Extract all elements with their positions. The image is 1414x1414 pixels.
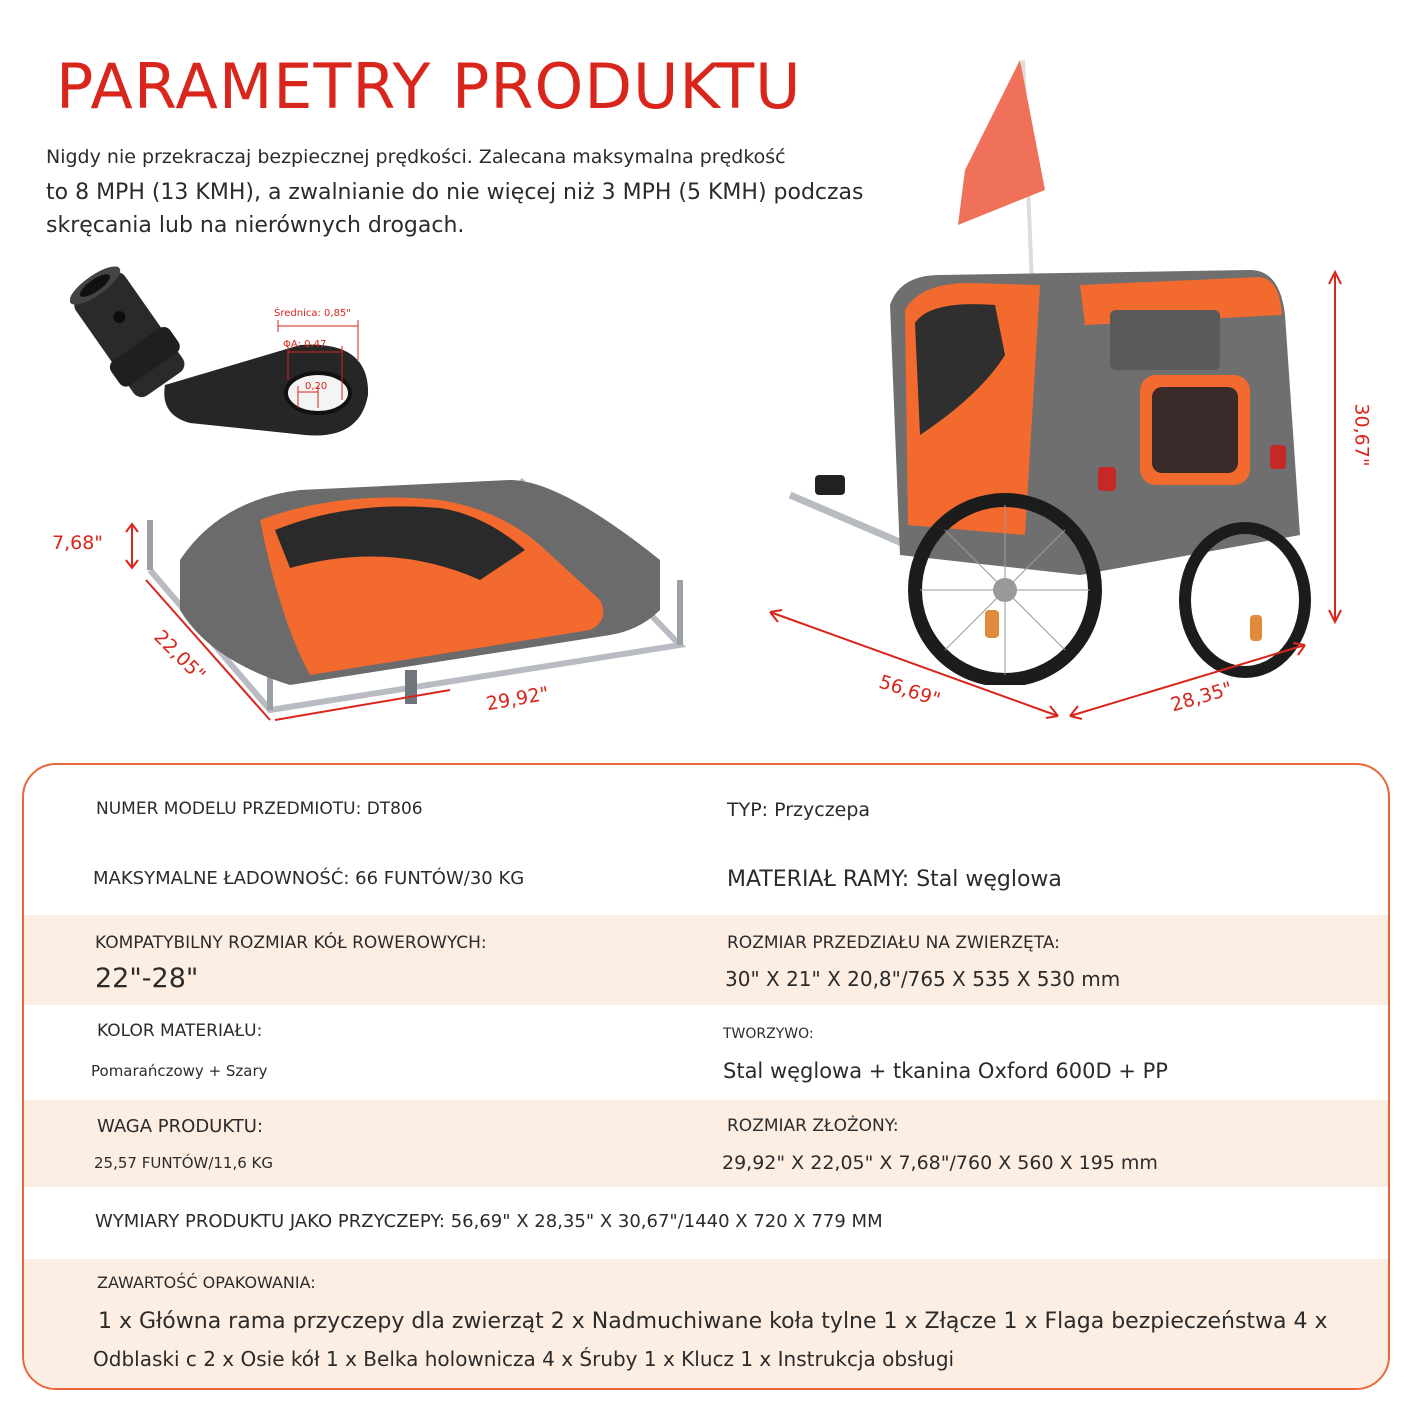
package-contents-label: ZAWARTOŚĆ OPAKOWANIA: [97,1273,316,1292]
hitch-diameter-label: Średnica: 0,85" [274,308,351,319]
safety-note [46,146,896,242]
hitch-phi-a-label: ΦA: 0,47 [283,339,327,350]
folded-depth-label: 22,05" [149,625,210,687]
pet-compartment-value: 30" X 21" X 20,8"/765 X 535 X 530 mm [725,967,1121,991]
safety-note-line-2: to 8 MPH (13 KMH), a zwalnianie do nie więcej niż 3 MPH (5 KMH) podczas [46,180,864,205]
spec-row [24,915,1388,1005]
spec-row [24,1100,1388,1187]
spec-table [22,763,1390,1390]
assembled-length-label: 56,69" [876,670,943,712]
weight-label: WAGA PRODUKTU: [97,1116,263,1137]
hitch-inner-label: 0,20 [305,381,328,392]
package-contents-line-2: Odblaski c 2 x Osie kół 1 x Belka holownicza 4 x Śruby 1 x Klucz 1 x Instrukcja obsługi [93,1347,955,1371]
fabric-color-value: Pomarańczowy + Szary [91,1062,268,1080]
assembled-height-label: 30,67" [1350,403,1373,467]
wheel-size-label: KOMPATYBILNY ROZMIAR KÓŁ ROWEROWYCH: [95,933,487,953]
pet-compartment-label: ROZMIAR PRZEDZIAŁU NA ZWIERZĘTA: [727,933,1060,953]
package-contents-line-1: 1 x Główna rama przyczepy dla zwierząt 2 x Nadmuchiwane koła tylne 1 x Złącze 1 x Flaga bezpieczeństwa 4 x [98,1309,1328,1334]
frame-material: MATERIAŁ RAMY: Stal węglowa [727,867,1062,892]
assembled-dimension-arrows [760,260,1360,730]
folded-width-label: 29,92" [484,682,551,716]
assembled-width-label: 28,35" [1168,677,1235,717]
safety-note-line-3: skręcania lub na nierównych drogach. [46,213,465,238]
weight-value: 25,57 FUNTÓW/11,6 KG [94,1154,274,1172]
max-load: MAKSYMALNE ŁADOWNOŚĆ: 66 FUNTÓW/30 KG [93,868,525,889]
wheel-size-value: 22"-28" [95,963,199,994]
folded-size-value: 29,92" X 22,05" X 7,68"/760 X 560 X 195 mm [722,1152,1158,1174]
folded-size-label: ROZMIAR ZŁOŻONY: [727,1116,899,1136]
folded-dimension-arrows [120,520,460,730]
spec-row [24,1005,1388,1100]
product-type: TYP: Przyczepa [727,799,871,821]
fabric-color-label: KOLOR MATERIAŁU: [97,1021,263,1041]
spec-row [24,765,1388,837]
hitch-dimension-lines [270,320,370,430]
trailer-dimensions: WYMIARY PRODUKTU JAKO PRZYCZEPY: 56,69" X 28,35" X 30,67"/1440 X 720 X 779 MM [95,1211,883,1232]
spec-row [24,1187,1388,1259]
material-label: TWORZYWO: [723,1026,814,1042]
folded-height-label: 7,68" [52,532,104,554]
page-title: PARAMETRY PRODUKTU [56,50,802,123]
spec-row [24,837,1388,915]
model-number: NUMER MODELU PRZEDMIOTU: DT806 [96,799,423,819]
spec-row [24,1259,1388,1390]
material-value: Stal węglowa + tkanina Oxford 600D + PP [723,1059,1168,1083]
safety-note-line-1: Nigdy nie przekraczaj bezpiecznej prędkości. Zalecana maksymalna prędkość [46,146,786,168]
